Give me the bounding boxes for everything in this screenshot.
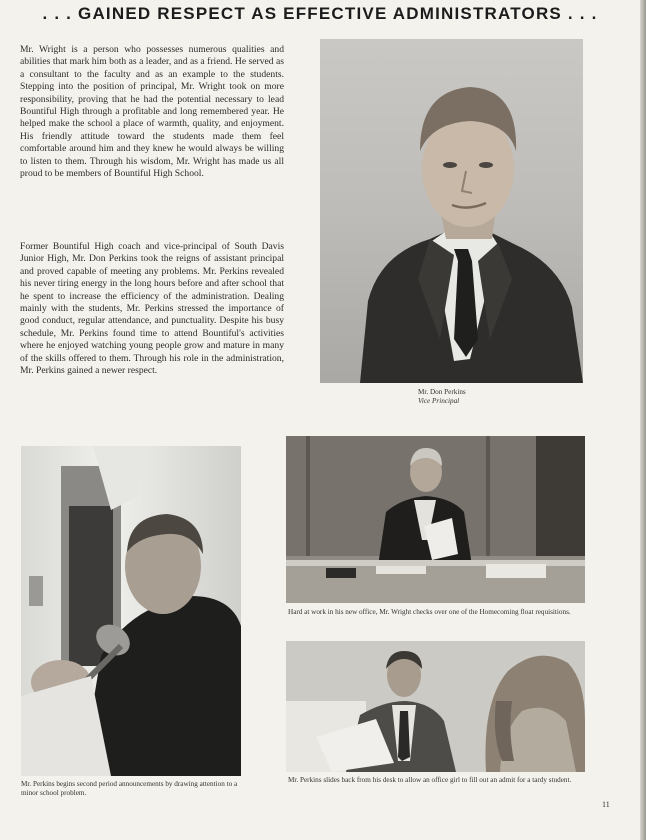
perkins-portrait-photo	[320, 39, 583, 383]
announcements-photo	[21, 446, 241, 776]
portrait-caption-name: Mr. Don Perkins	[418, 388, 466, 396]
announcements-caption: Mr. Perkins begins second period announcements by drawing attention to a minor school problem.	[21, 780, 238, 797]
wright-desk-caption: Hard at work in his new office, Mr. Wright checks over one of the Homecoming float requisitions.	[288, 608, 571, 616]
page-edge	[640, 0, 646, 840]
office-girl-caption: Mr. Perkins slides back from his desk to allow an office girl to fill out an admit for a tardy student.	[288, 776, 572, 784]
portrait-caption-title: Vice Principal	[418, 397, 460, 405]
wright-paragraph: Mr. Wright is a person who possesses numerous qualities and abilities that mark him both as a leader, and as a friend. He served as a consultant to the faculty and as an example to the students. Stepping into the position of principal, Mr. Wright took on more responsibility, proving that he had the potential necessary to lead Bountiful High through a profitable and long remembered year. He helped make the school a place of warmth, quality, and enjoyment. His friendly attitude toward the students made them feel comfortable around him and they knew he would always be willing to listen to them. Through his wisdom, Mr. Wright has made us all proud to be members of Bountiful High School.	[20, 44, 284, 180]
perkins-paragraph: Former Bountiful High coach and vice-principal of South Davis Junior High, Mr. Don Perkins took the reigns of assistant principal and proved capable of meeting any problems. Mr. Perkins revealed his never tiring energy in the long hours before and after school that he spent to increase the efficiency of the administration. Dealing mainly with the students, Mr. Perkins stressed the importance of good conduct, regular attendance, and punctuality. Despite his busy schedule, Mr. Perkins found time to attend Bountiful's activities where he enjoyed watching young people grow and mature in many of the skills offered to them. Through his role in the administration, Mr. Perkins gained a newer respect.	[20, 241, 284, 377]
office-girl-photo	[286, 641, 585, 772]
page-number: 11	[602, 800, 610, 809]
wright-desk-photo	[286, 436, 585, 603]
page-heading: . . . GAINED RESPECT AS EFFECTIVE ADMINISTRATORS . . .	[42, 4, 598, 23]
portrait-caption	[418, 388, 538, 406]
